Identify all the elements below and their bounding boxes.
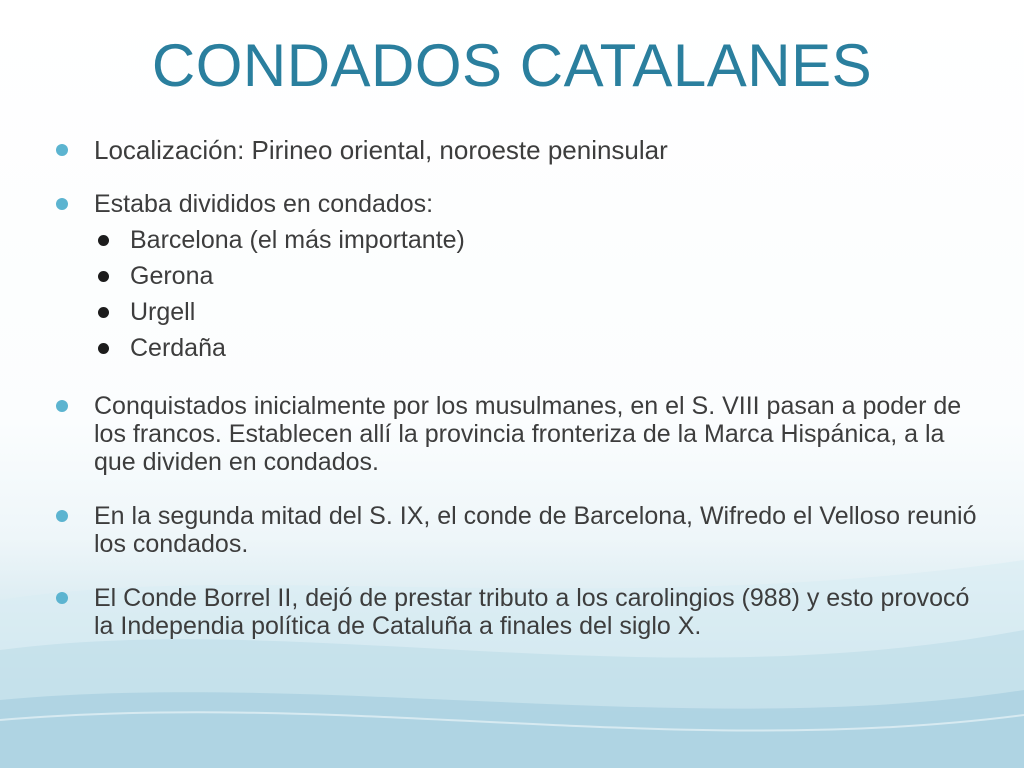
bullet-conquistados xyxy=(52,392,992,476)
bullet-condados xyxy=(52,190,992,366)
bullet-dot-icon xyxy=(56,198,68,210)
list-item-barcelona xyxy=(94,222,992,258)
bullet-text: El Conde Borrel II, dejó de prestar tributo a los carolingios (988) y esto provocó la Independia política de Cataluña a finales del siglo X. xyxy=(94,584,970,640)
sub-bullet-dot-icon xyxy=(98,307,109,318)
list-item-text: Barcelona (el más importante) xyxy=(130,226,465,254)
bullet-dot-icon xyxy=(56,400,68,412)
bullet-dot-icon xyxy=(56,144,68,156)
list-item-text: Cerdaña xyxy=(130,334,226,362)
bullet-localizacion xyxy=(52,136,992,164)
bullet-text: Localización: Pirineo oriental, noroeste peninsular xyxy=(94,135,668,165)
bullet-text: Estaba divididos en condados: xyxy=(94,190,434,218)
list-item-text: Gerona xyxy=(130,262,214,290)
list-item-text: Urgell xyxy=(130,298,196,326)
bullet-dot-icon xyxy=(56,510,68,522)
bullet-text: En la segunda mitad del S. IX, el conde de Barcelona, Wifredo el Velloso reunió los condados. xyxy=(94,502,977,558)
bullet-dot-icon xyxy=(56,592,68,604)
sub-bullet-dot-icon xyxy=(98,271,109,282)
sub-bullet-dot-icon xyxy=(98,235,109,246)
list-item-gerona xyxy=(94,258,992,294)
list-item-cerdana xyxy=(94,330,992,366)
bullet-wifredo xyxy=(52,502,992,558)
bullet-borrel xyxy=(52,584,992,640)
slide-content xyxy=(52,136,992,640)
bullet-text: Conquistados inicialmente por los musulmanes, en el S. VIII pasan a poder de los francos. Establecen allí la provincia fronteriza de la Marca Hispánica, a la que dividen en condados. xyxy=(94,392,962,476)
condados-list xyxy=(94,222,992,366)
sub-bullet-dot-icon xyxy=(98,343,109,354)
list-item-urgell xyxy=(94,294,992,330)
slide-title: CONDADOS CATALANES xyxy=(151,32,873,99)
